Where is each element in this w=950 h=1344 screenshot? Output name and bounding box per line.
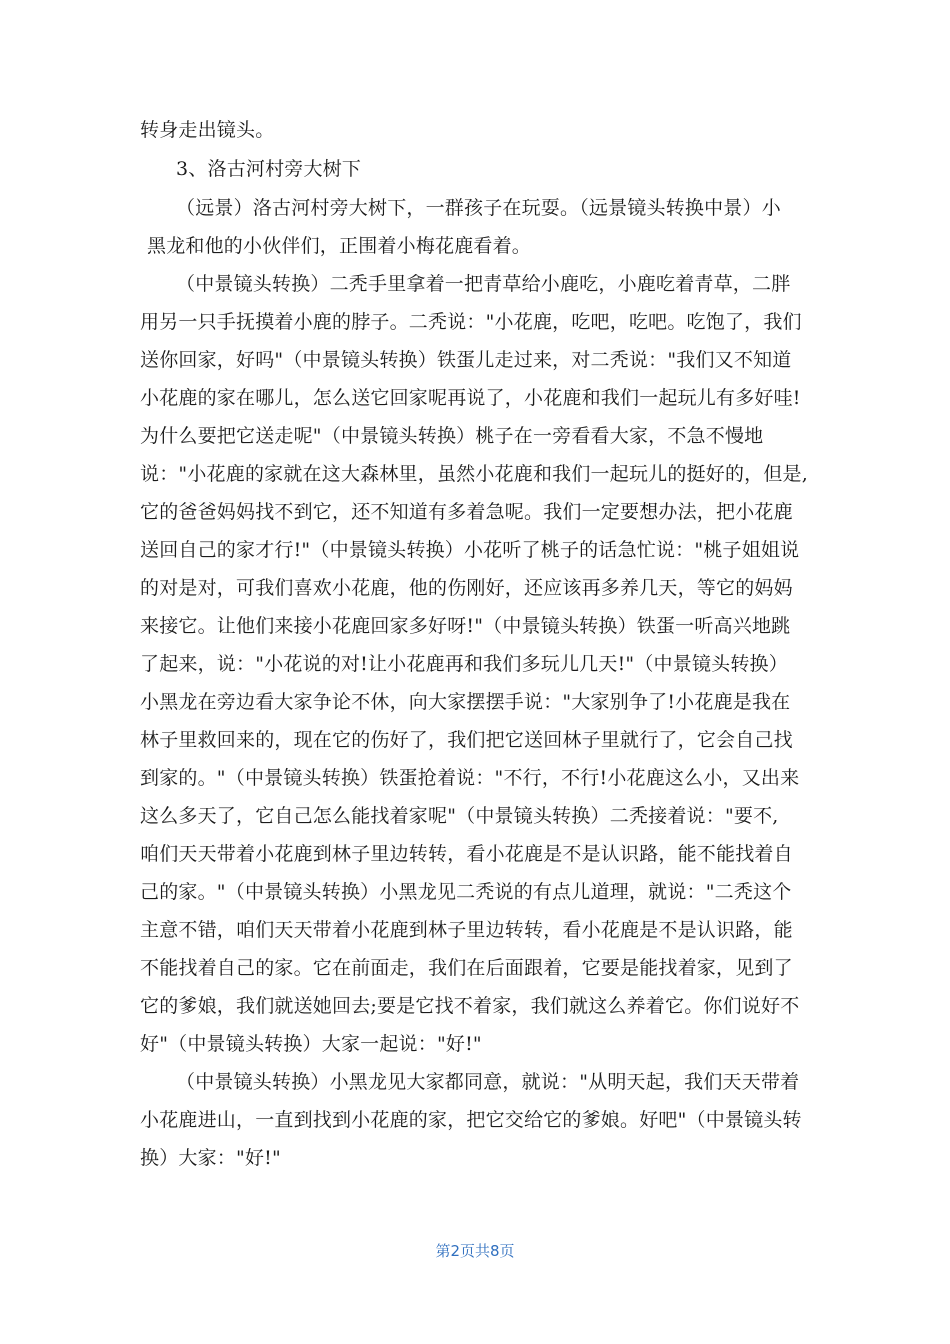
text-line: 转身走出镜头。 — [140, 119, 275, 141]
text-line: 小黑龙在旁边看大家争论不休，向大家摆摆手说："大家别争了!小花鹿是我在 — [140, 691, 791, 713]
text-line: 到家的。"（中景镜头转换）铁蛋抢着说："不行，不行!小花鹿这么小，又出来 — [140, 767, 800, 789]
text-line: 主意不错，咱们天天带着小花鹿到林子里边转转，看小花鹿是不是认识路，能 — [140, 919, 793, 941]
text-line: 己的家。"（中景镜头转换）小黑龙见二秃说的有点儿道理，就说："二秃这个 — [140, 881, 792, 903]
text-line: 为什么要把它送走呢"（中景镜头转换）桃子在一旁看看大家，不急不慢地 — [140, 425, 764, 447]
text-line: 它的爹娘，我们就送她回去;要是它找不着家，我们就这么养着它。你们说好不 — [140, 995, 800, 1017]
text-line: 送你回家，好吗"（中景镜头转换）铁蛋儿走过来，对二秃说："我们又不知道 — [140, 349, 792, 371]
section-heading: 3、洛古河村旁大树下 — [176, 158, 362, 180]
text-line: 黑龙和他的小伙伴们，正围着小梅花鹿看着。 — [147, 235, 532, 257]
text-line: 小花鹿进山，一直到找到小花鹿的家，把它交给它的爹娘。好吧"（中景镜头转 — [140, 1109, 802, 1131]
text-line: 好"（中景镜头转换）大家一起说："好!" — [140, 1033, 482, 1055]
text-line: 不能找着自己的家。它在前面走，我们在后面跟着，它要是能找着家，见到了 — [140, 957, 793, 979]
text-line: 了起来，说："小花说的对!让小花鹿再和我们多玩儿几天!"（中景镜头转换） — [140, 653, 788, 675]
text-line: 的对是对，可我们喜欢小花鹿，他的伤刚好，还应该再多养几天，等它的妈妈 — [140, 577, 793, 599]
text-line: 来接它。让他们来接小花鹿回家多好呀!"（中景镜头转换）铁蛋一听高兴地跳 — [140, 615, 791, 637]
text-line: （中景镜头转换）小黑龙见大家都同意，就说："从明天起，我们天天带着 — [176, 1071, 800, 1093]
text-line: 林子里救回来的，现在它的伤好了，我们把它送回林子里就行了，它会自己找 — [140, 729, 793, 751]
text-line: （中景镜头转换）二秃手里拿着一把青草给小鹿吃，小鹿吃着青草，二胖 — [176, 273, 791, 295]
text-line: 说："小花鹿的家就在这大森林里，虽然小花鹿和我们一起玩儿的挺好的，但是, — [140, 463, 808, 485]
page-number: 第2页共8页 — [435, 1242, 515, 1260]
text-line: 咱们天天带着小花鹿到林子里边转转，看小花鹿是不是认识路，能不能找着自 — [140, 843, 793, 865]
text-line: 送回自己的家才行!"（中景镜头转换）小花听了桃子的话急忙说："桃子姐姐说 — [140, 539, 800, 561]
text-line: 这么多天了，它自己怎么能找着家呢"（中景镜头转换）二秃接着说："要不, — [140, 805, 779, 827]
text-line: 换）大家："好!" — [140, 1147, 281, 1169]
text-line: 小花鹿的家在哪儿，怎么送它回家呢再说了，小花鹿和我们一起玩儿有多好哇! — [140, 387, 801, 409]
text-line: （远景）洛古河村旁大树下，一群孩子在玩耍。（远景镜头转换中景）小 — [176, 197, 781, 219]
text-line: 它的爸爸妈妈找不到它，还不知道有多着急呢。我们一定要想办法，把小花鹿 — [140, 501, 793, 523]
text-line: 用另一只手抚摸着小鹿的脖子。二秃说："小花鹿，吃吧，吃吧。吃饱了，我们 — [140, 311, 802, 333]
